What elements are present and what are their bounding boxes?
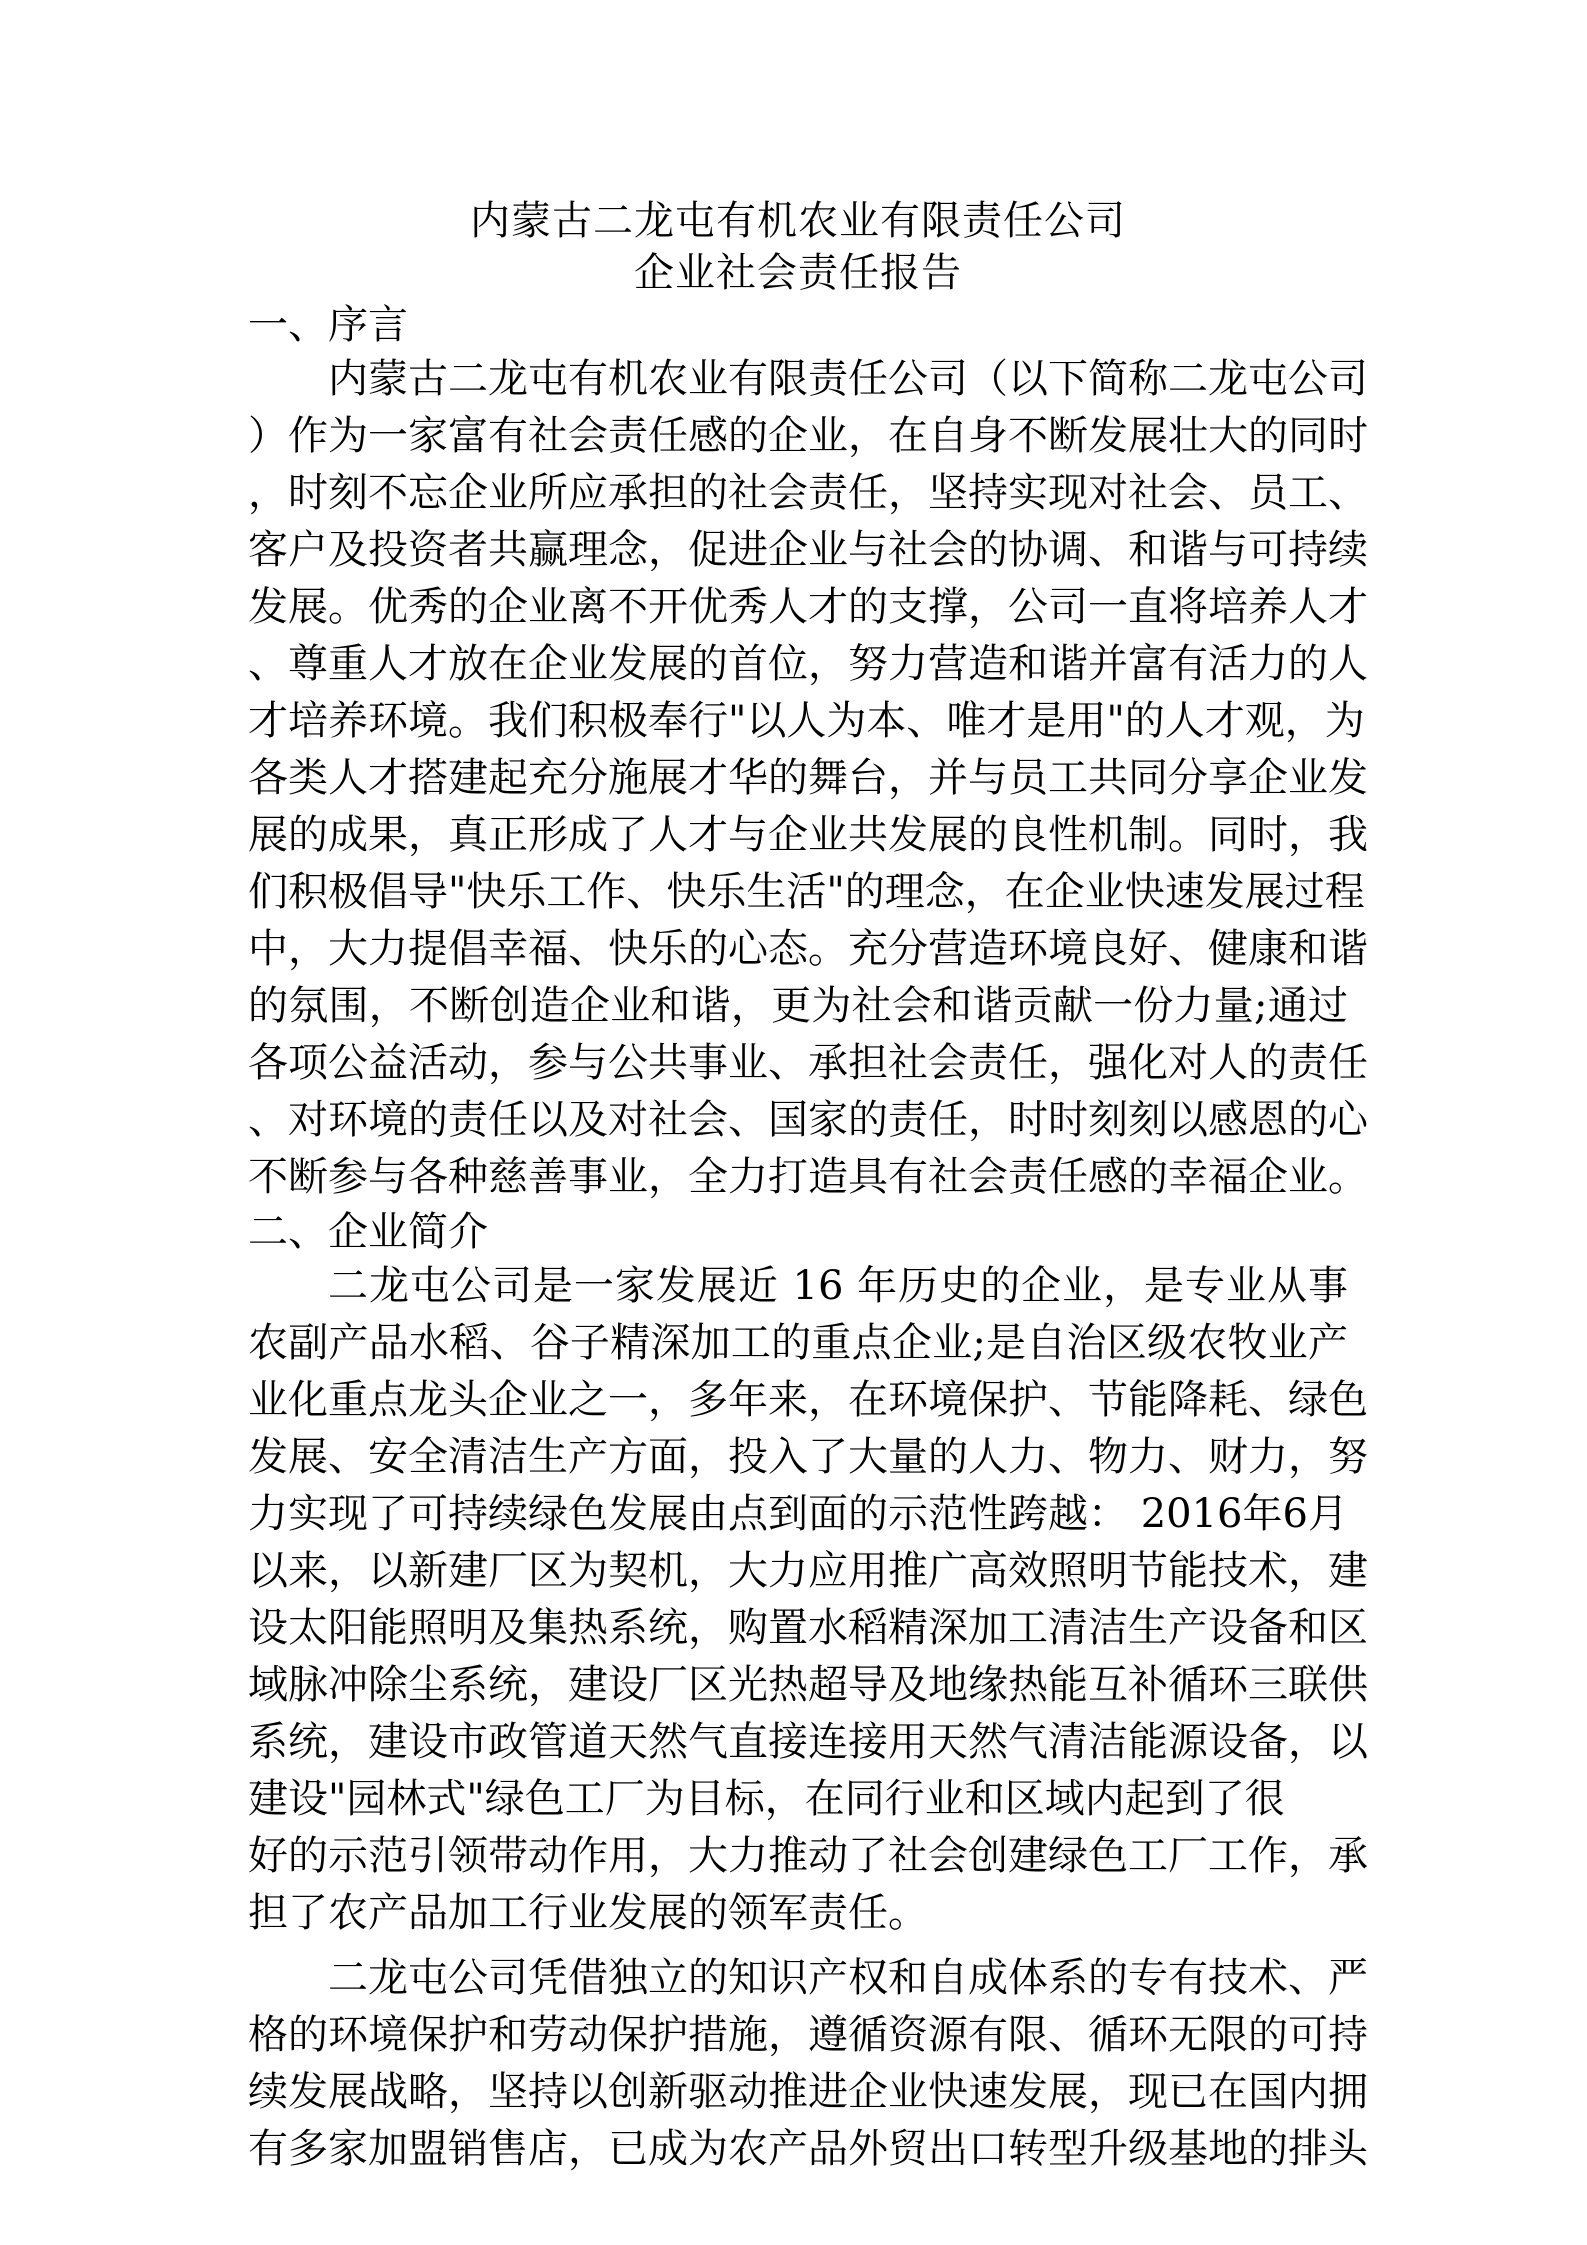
text-line: 力实现了可持续绿色发展由点到面的示范性跨越： 2016年6月 [248,1491,1348,1537]
text-line: 担了农产品加工行业发展的领军责任。 [248,1890,928,1936]
paragraph-spacer [248,1942,1348,1950]
text-line: 各类人才搭建起充分施展才华的舞台，并与员工共同分享企业发 [248,755,1368,801]
text-line: 有多家加盟销售店，已成为农产品外贸出口转型升级基地的排头 [248,2126,1368,2172]
text-line: 才培养环境。我们积极奉行"以人为本、唯才是用"的人才观，为 [248,698,1365,744]
text-line: 展的成果，真正形成了人才与企业共发展的良性机制。同时，我 [248,812,1368,858]
text-line: 内蒙古二龙屯有机农业有限责任公司（以下简称二龙屯公司 [328,356,1368,402]
text-line: 发展、安全清洁生产方面，投入了大量的人力、物力、财力，努 [248,1434,1368,1480]
section-heading-preface: 一、序言 [248,302,408,348]
document-title-line-2: 企业社会责任报告 [634,250,962,296]
text-line: 二龙屯公司是一家发展近 16 年历史的企业，是专业从事 [328,1263,1348,1309]
text-line: 的氛围，不断创造企业和谐，更为社会和谐贡献一份力量;通过 [248,983,1348,1029]
text-line: 不断参与各种慈善事业，全力打造具有社会责任感的幸福企业。 [248,1154,1368,1200]
document-body [248,195,1368,2178]
text-line: ，时刻不忘企业所应承担的社会责任，坚持实现对社会、员工、 [248,470,1368,516]
text-line: 各项公益活动，参与公共事业、承担社会责任，强化对人的责任 [248,1040,1368,1086]
text-line: 建设"园林式"绿色工厂为目标，在同行业和区域内起到了很 [248,1776,1285,1822]
text-line: 续发展战略，坚持以创新驱动推进企业快速发展，现已在国内拥 [248,2069,1368,2115]
section-heading-company-profile: 二、企业简介 [248,1209,488,1255]
text-line: 客户及投资者共赢理念，促进企业与社会的协调、和谐与可持续 [248,527,1368,573]
company-profile-paragraph-2 [248,1950,1368,2178]
document-title-line-1: 内蒙古二龙屯有机农业有限责任公司 [470,198,1126,244]
text-line: 好的示范引领带动作用，大力推动了社会创建绿色工厂工作，承 [248,1833,1368,1879]
text-line: 、对环境的责任以及对社会、国家的责任，时时刻刻以感恩的心 [248,1097,1368,1143]
text-line: 以来，以新建厂区为契机，大力应用推广高效照明节能技术，建 [248,1548,1368,1594]
text-line: ）作为一家富有社会责任感的企业，在自身不断发展壮大的同时 [248,413,1368,459]
text-line: 农副产品水稻、谷子精深加工的重点企业;是自治区级农牧业产 [248,1320,1348,1366]
text-line: 系统，建设市政管道天然气直接连接用天然气清洁能源设备，以 [248,1719,1368,1765]
text-line: 业化重点龙头企业之一，多年来，在环境保护、节能降耗、绿色 [248,1377,1368,1423]
text-line: 发展。优秀的企业离不开优秀人才的支撑，公司一直将培养人才 [248,584,1368,630]
text-line: 格的环境保护和劳动保护措施，遵循资源有限、循环无限的可持 [248,2012,1368,2058]
text-line: 中，大力提倡幸福、快乐的心态。充分营造环境良好、健康和谐 [248,926,1368,972]
company-profile-paragraph-1 [248,1258,1368,1942]
text-line: 设太阳能照明及集热系统，购置水稻精深加工清洁生产设备和区 [248,1605,1368,1651]
preface-paragraph [248,351,1368,1206]
text-line: 、尊重人才放在企业发展的首位，努力营造和谐并富有活力的人 [248,641,1368,687]
text-line: 们积极倡导"快乐工作、快乐生活"的理念，在企业快速发展过程 [248,869,1365,915]
text-line: 二龙屯公司凭借独立的知识产权和自成体系的专有技术、严 [328,1955,1368,2001]
text-line: 域脉冲除尘系统，建设厂区光热超导及地缘热能互补循环三联供 [248,1662,1368,1708]
